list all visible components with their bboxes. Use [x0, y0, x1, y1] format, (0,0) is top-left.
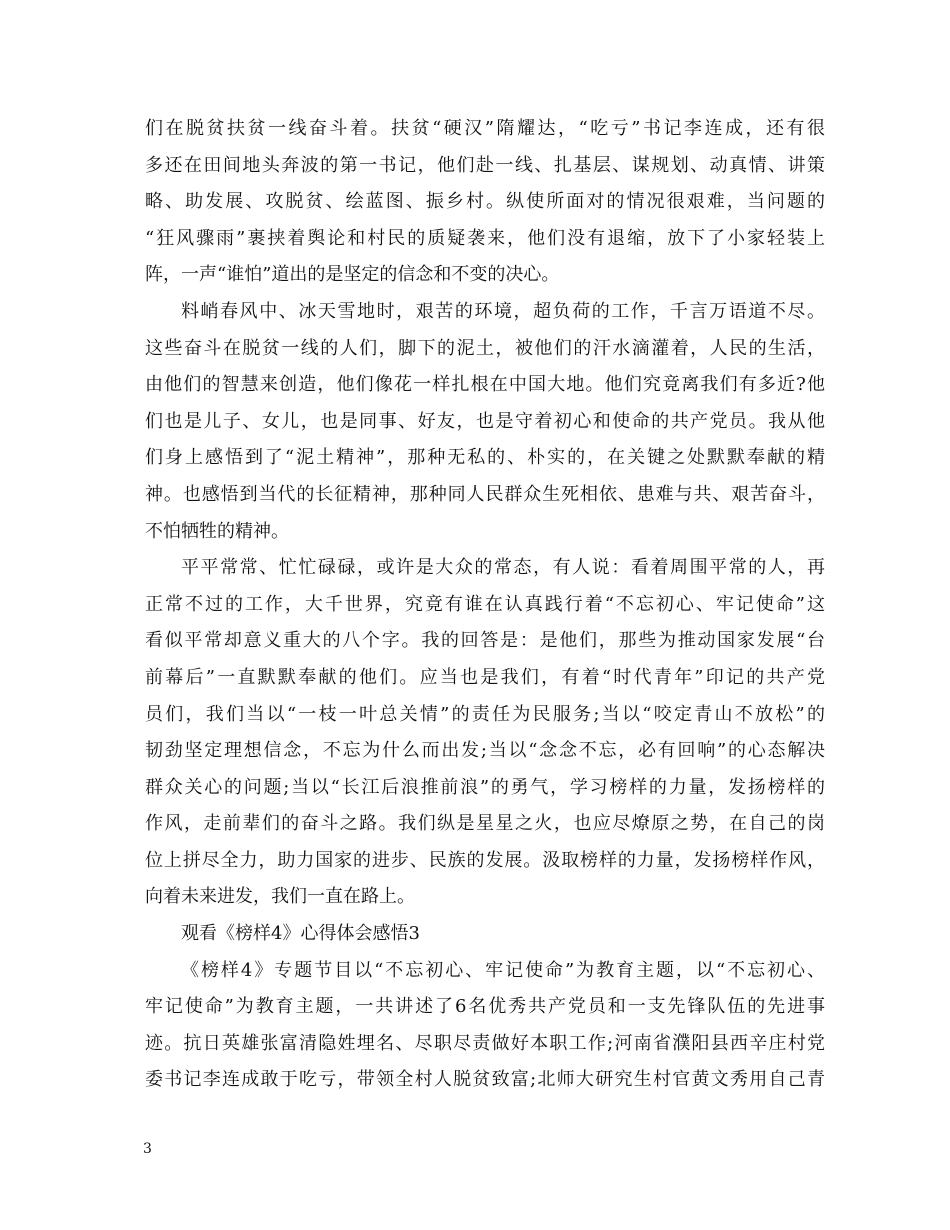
text-line: 员们，我们当以“一枝一叶总关情”的责任为民服务;当以“咬定青山不放松”的 — [145, 703, 825, 725]
text-line: 神。也感悟到当代的长征精神，那种同人民群众生死相依、患难与共、艰苦奋斗， — [145, 483, 825, 505]
page-number: 3 — [143, 1141, 152, 1157]
text-line: 韧劲坚定理想信念，不忘为什么而出发;当以“念念不忘，必有回响”的心态解决 — [145, 740, 825, 762]
text-line: 作风，走前辈们的奋斗之路。我们纵是星星之火，也应尽燎原之势，在自己的岗 — [145, 813, 825, 835]
text-line: 看似平常却意义重大的八个字。我的回答是：是他们，那些为推动国家发展“台 — [145, 630, 825, 652]
text-line: 略、助发展、攻脱贫、绘蓝图、振乡村。纵使所面对的情况很艰难，当问题的 — [145, 191, 825, 213]
paragraph-start-line: 平平常常、忙忙碌碌，或许是大众的常态，有人说：看着周围平常的人，再 — [181, 557, 825, 579]
paragraph-start-line: 料峭春风中、冰天雪地时，艰苦的环境，超负荷的工作，千言万语道不尽。 — [181, 300, 825, 322]
paragraph-start-line: 《榜样4》专题节目以“不忘初心、牢记使命”为教育主题，以“不忘初心、 — [181, 959, 825, 981]
text-line: 前幕后”一直默默奉献的他们。应当也是我们，有着“时代青年”印记的共产党 — [145, 666, 825, 688]
text-line: 位上拼尽全力，助力国家的进步、民族的发展。汲取榜样的力量，发扬榜样作风， — [145, 849, 825, 871]
text-line: “狂风骤雨”裹挟着舆论和村民的质疑袭来，他们没有退缩，放下了小家轻装上 — [145, 227, 825, 249]
text-line: 们身上感悟到了“泥土精神”，那种无私的、朴实的，在关键之处默默奉献的精 — [145, 447, 825, 469]
text-line: 多还在田间地头奔波的第一书记，他们赴一线、扎基层、谋规划、动真情、讲策 — [145, 154, 825, 176]
text-line: 由他们的智慧来创造，他们像花一样扎根在中国大地。他们究竟离我们有多近?他 — [145, 374, 825, 396]
text-line: 阵，一声“谁怕”道出的是坚定的信念和不变的决心。 — [145, 264, 560, 286]
text-line: 正常不过的工作，大千世界，究竟有谁在认真践行着“不忘初心、牢记使命”这 — [145, 593, 825, 615]
text-line: 牢记使命”为教育主题，一共讲述了6名优秀共产党员和一支先锋队伍的先进事 — [145, 996, 825, 1018]
text-line: 向着未来进发，我们一直在路上。 — [145, 886, 415, 908]
body-text — [145, 111, 825, 1099]
text-line: 群众关心的问题;当以“长江后浪推前浪”的勇气，学习榜样的力量，发扬榜样的 — [145, 776, 825, 798]
text-line: 不怕牺牲的精神。 — [145, 520, 289, 542]
text-line: 委书记李连成敢于吃亏，带领全村人脱贫致富;北师大研究生村官黄文秀用自己青 — [145, 1069, 825, 1091]
text-line: 们也是儿子、女儿，也是同事、好友，也是守着初心和使命的共产党员。我从他 — [145, 410, 825, 432]
section-heading: 观看《榜样4》心得体会感悟3 — [181, 923, 420, 945]
text-line: 这些奋斗在脱贫一线的人们，脚下的泥土，被他们的汗水滴灌着，人民的生活， — [145, 337, 825, 359]
text-line: 们在脱贫扶贫一线奋斗着。扶贫“硬汉”隋耀达，“吃亏”书记李连成，还有很 — [145, 118, 825, 139]
text-line: 迹。抗日英雄张富清隐姓埋名、尽职尽责做好本职工作;河南省濮阳县西辛庄村党 — [145, 1032, 825, 1054]
